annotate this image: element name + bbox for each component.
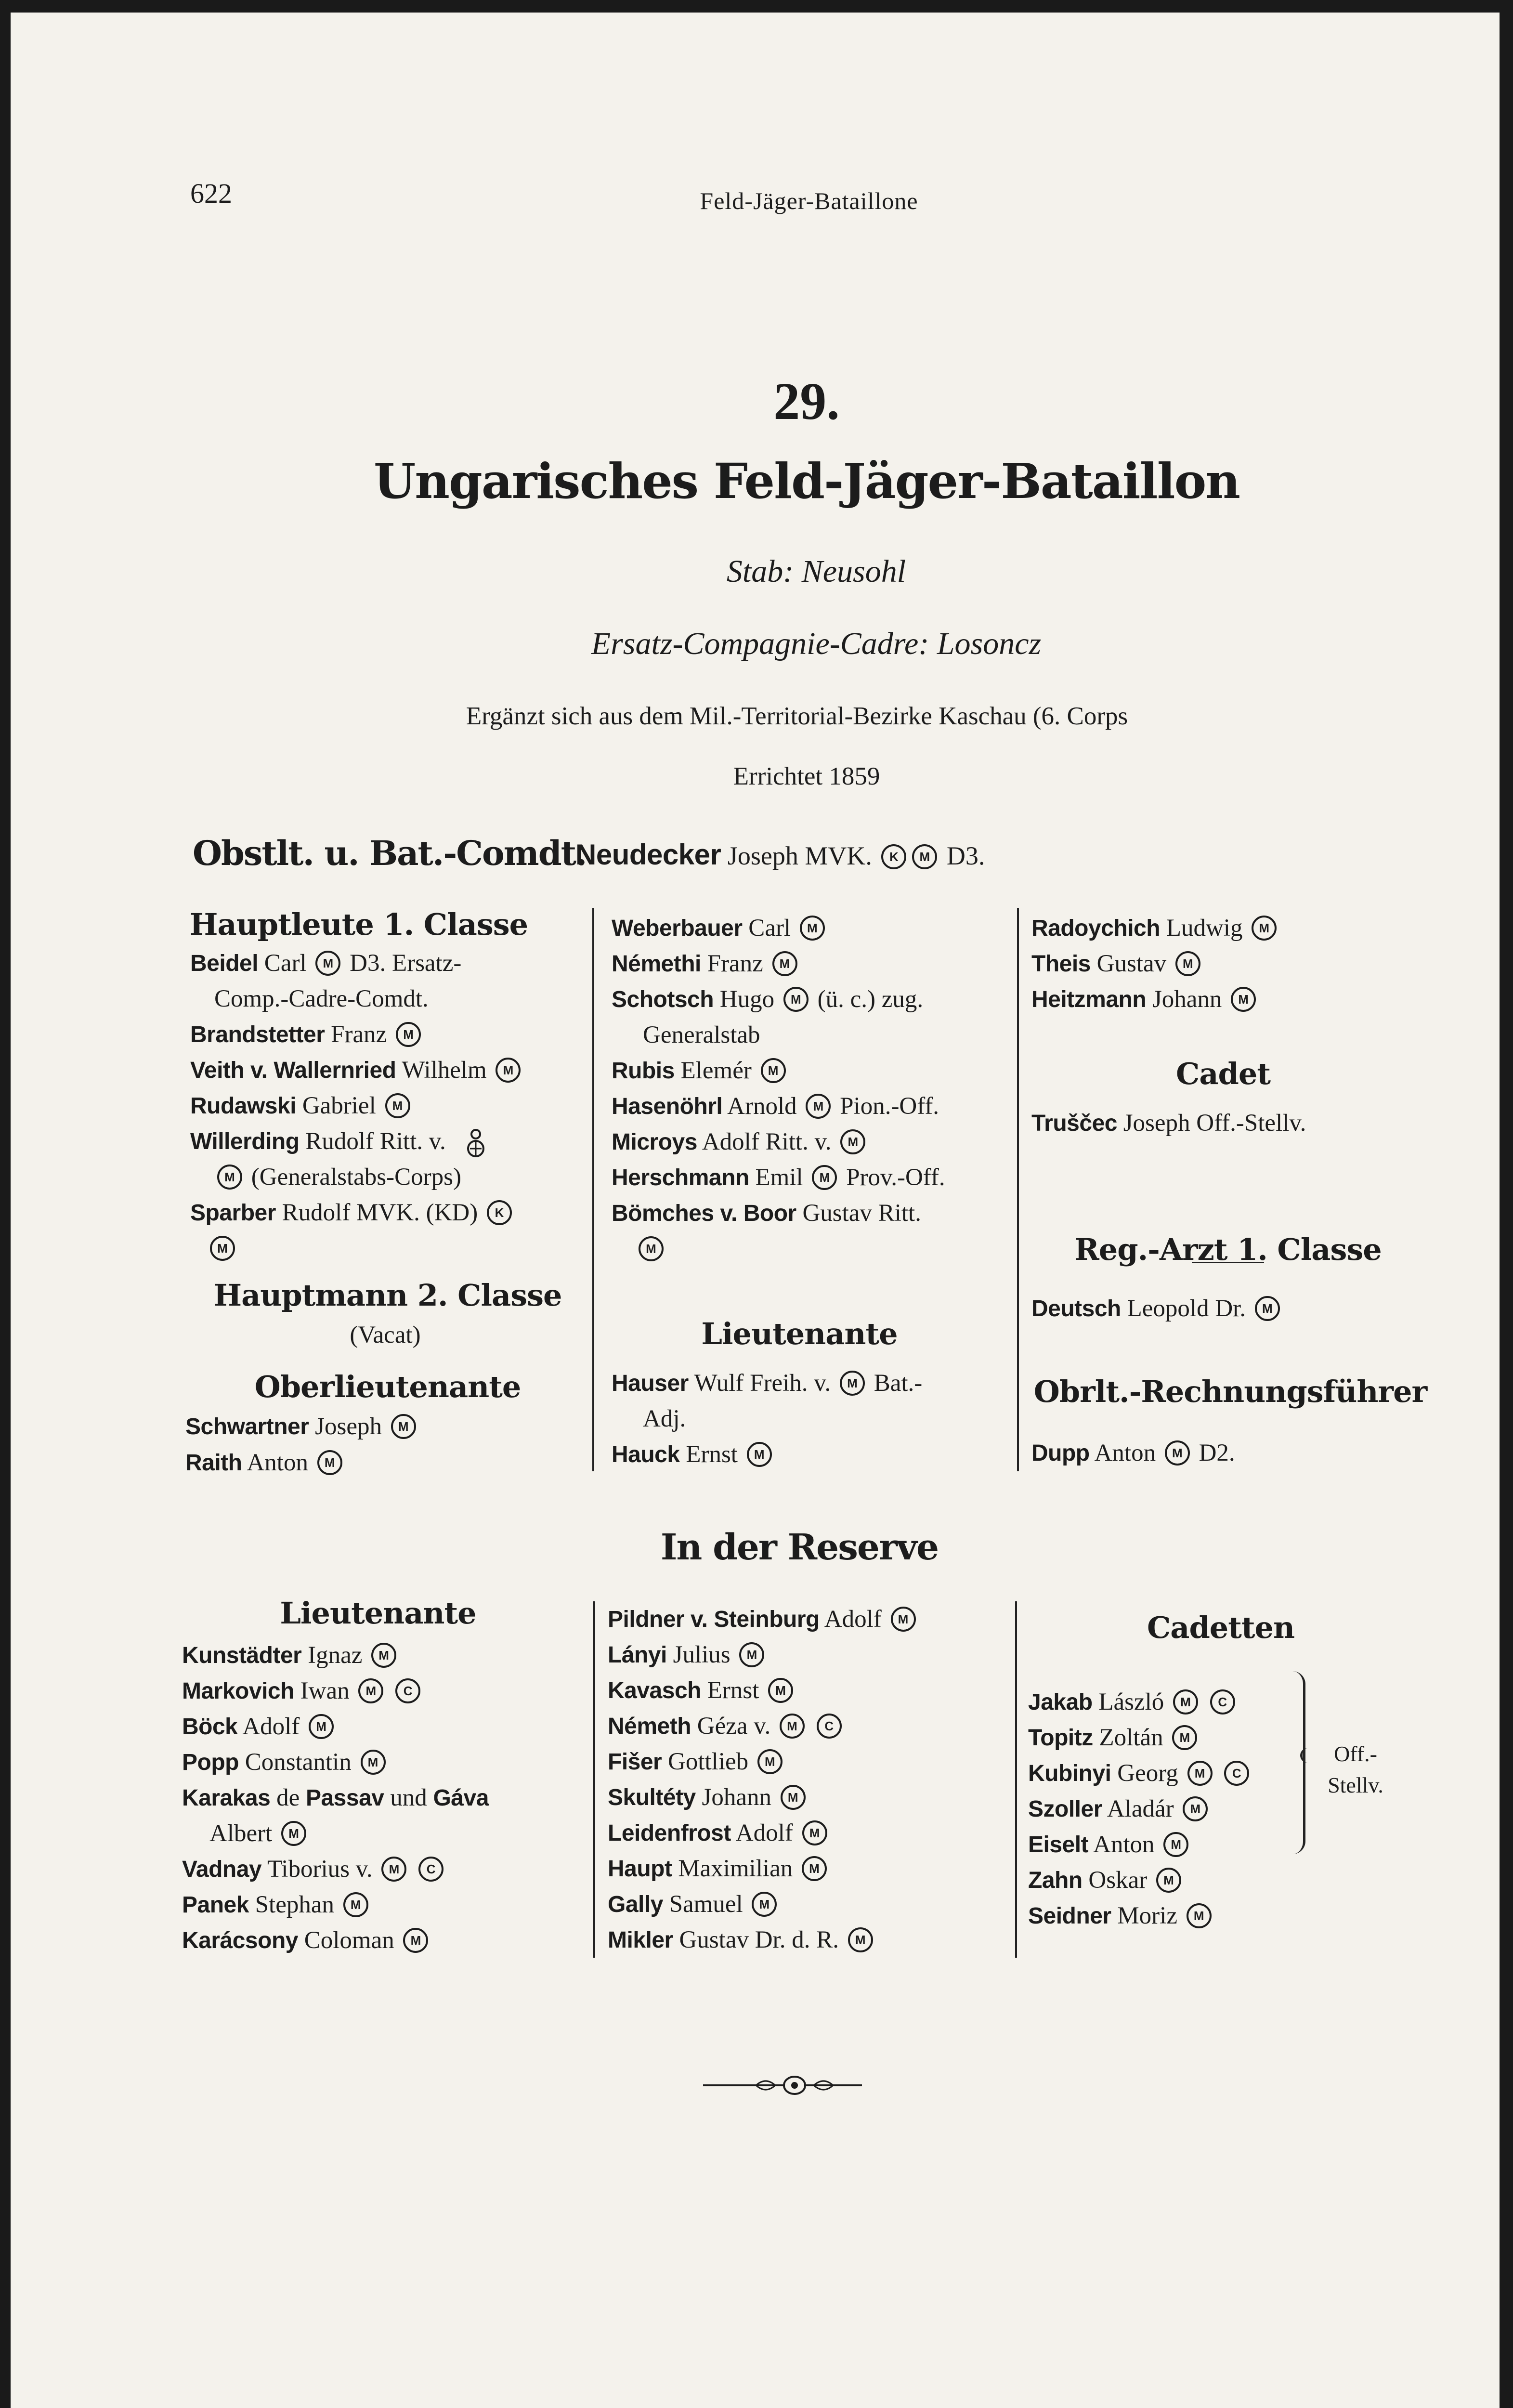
reserve-divider-left	[593, 1601, 595, 1958]
m-badge: M	[396, 1022, 421, 1047]
given-name: László	[1098, 1688, 1164, 1715]
m-badge: M	[802, 1856, 827, 1881]
m-badge: M	[780, 1714, 805, 1739]
surname: Zahn	[1028, 1868, 1083, 1893]
reserve-divider-right	[1015, 1601, 1017, 1958]
surname: Pildner v. Steinburg	[608, 1607, 820, 1632]
entry-hauser-cont: Adj.	[643, 1405, 686, 1432]
m-badge: M	[806, 1094, 831, 1119]
surname: Skultéty	[608, 1785, 696, 1810]
entry-dupp: Dupp Anton M D2.	[1031, 1440, 1235, 1466]
given-name: Adolf	[242, 1713, 300, 1740]
surname: Lányi	[608, 1642, 667, 1668]
given-name: Georg	[1117, 1760, 1178, 1787]
list-item	[1028, 1684, 1238, 1720]
heading-hauptleute-1: Hauptleute 1. Classe	[189, 907, 528, 942]
m-badge: M	[1183, 1796, 1208, 1821]
given-name: Ernst	[707, 1677, 759, 1704]
c-badge: C	[817, 1714, 842, 1739]
ersatz-line: Ersatz-Compagnie-Cadre: Losoncz	[591, 626, 1042, 661]
surname: Gally	[608, 1892, 663, 1917]
list-item	[182, 1709, 337, 1745]
heading-cadet: Cadet	[1176, 1056, 1270, 1091]
heading-reg-arzt: Reg.-Arzt 1. Classe	[1074, 1232, 1382, 1267]
m-badge: M	[343, 1892, 368, 1917]
entry-willerding-cont: M (Generalstabs-Corps)	[214, 1159, 461, 1195]
given-name: Gottlieb	[667, 1748, 749, 1775]
m-badge: M	[403, 1928, 428, 1953]
m-badge: M	[768, 1678, 793, 1703]
commander-rank: Obstlt. u. Bat.-Comdt.	[193, 833, 587, 873]
m-badge: M	[772, 951, 797, 976]
c-badge: C	[395, 1678, 420, 1703]
commander-line	[575, 837, 985, 874]
entry-truscec: Truščec Joseph Off.-Stellv.	[1031, 1110, 1306, 1137]
entry-herschmann: Herschmann Emil M Prov.-Off.	[612, 1164, 945, 1191]
m-badge: M	[1172, 1725, 1197, 1750]
entry-hasenoehrl: Hasenöhrl Arnold M Pion.-Off.	[612, 1093, 939, 1120]
m-badge: M	[639, 1236, 664, 1261]
entry-beidel: Beidel Carl M D3. Ersatz-	[190, 950, 462, 977]
given-name: Gustav Dr. d. R.	[679, 1926, 839, 1953]
heading-lieutenante: Lieutenante	[701, 1316, 898, 1351]
c-badge: C	[1210, 1689, 1235, 1714]
given-name: Tiborius v.	[267, 1856, 373, 1883]
given-name: Coloman	[304, 1927, 394, 1954]
surname: Panek	[182, 1892, 249, 1918]
m-badge: M	[812, 1165, 837, 1190]
column-divider-right	[1017, 908, 1019, 1471]
m-badge: M	[1165, 1440, 1190, 1466]
given-name: Julius	[673, 1641, 730, 1668]
entry-veith: Veith v. Wallernried Wilhelm M	[190, 1052, 523, 1088]
page-number: 622	[190, 178, 232, 209]
entry-hauck: Hauck Ernst M	[612, 1437, 775, 1473]
list-item	[182, 1923, 431, 1959]
surname: Kubinyi	[1028, 1761, 1111, 1786]
entry-deutsch: Deutsch Leopold Dr. M	[1031, 1291, 1283, 1327]
entry-willerding: Willerding Rudolf Ritt. v.	[190, 1124, 485, 1160]
m-badge: M	[761, 1058, 786, 1083]
unit-number: 29.	[773, 372, 840, 431]
m-badge: M	[1231, 987, 1256, 1012]
list-item	[182, 1744, 389, 1780]
given-name: Ignaz	[308, 1642, 363, 1669]
given-name: Constantin	[245, 1749, 352, 1776]
list-item	[608, 1815, 830, 1851]
m-badge: M	[848, 1927, 873, 1952]
off-stellv-label-1: Off.-	[1334, 1741, 1377, 1766]
list-item	[182, 1887, 371, 1923]
given-name: Aladár	[1107, 1795, 1174, 1822]
commander-rest: Joseph MVK.	[727, 841, 872, 870]
entry-karakas: Karakas de Passav und Gáva	[182, 1784, 489, 1811]
given-name: Anton	[1093, 1831, 1155, 1858]
commander-tail: D3.	[946, 841, 985, 870]
list-item	[608, 1780, 809, 1816]
list-item	[608, 1922, 876, 1958]
list-item	[1028, 1720, 1200, 1756]
entry-hauser: Hauser Wulf Freih. v. M Bat.-	[612, 1370, 923, 1397]
given-name: Zoltán	[1099, 1724, 1163, 1751]
surname: Popp	[182, 1750, 239, 1775]
surname: Kunstädter	[182, 1643, 302, 1668]
m-badge: M	[358, 1678, 383, 1703]
m-badge: M	[1252, 916, 1277, 941]
entry-boemches: Bömches v. Boor Gustav Ritt.	[612, 1200, 921, 1227]
given-name: Oskar	[1088, 1867, 1148, 1894]
entry-karakas-cont: Albert M	[209, 1816, 309, 1851]
ornament-divider-icon	[703, 2071, 862, 2100]
heading-oberlieutenante: Oberlieutenante	[254, 1369, 521, 1404]
entry-brandstetter: Brandstetter Franz M	[190, 1017, 424, 1053]
given-name: Iwan	[300, 1677, 350, 1704]
m-badge: M	[840, 1129, 865, 1154]
surname: Topitz	[1028, 1725, 1093, 1751]
surname: Fišer	[608, 1749, 662, 1775]
heading-cadetten: Cadetten	[1147, 1610, 1295, 1645]
surname: Markovich	[182, 1678, 294, 1704]
surname: Szoller	[1028, 1796, 1102, 1822]
surname: Németh	[608, 1714, 691, 1739]
heading-reserve-lieutenante: Lieutenante	[280, 1596, 476, 1631]
m-badge: M	[309, 1714, 334, 1739]
column-divider-left	[592, 908, 594, 1471]
m-badge: M	[381, 1857, 406, 1882]
m-badge: M	[757, 1749, 783, 1774]
list-item	[608, 1637, 767, 1673]
m-badge: M	[891, 1607, 916, 1632]
entry-heitzmann: Heitzmann Johann M	[1031, 982, 1259, 1018]
commander-surname: Neudecker	[575, 838, 721, 871]
surname: Mikler	[608, 1927, 673, 1953]
brace-point	[1300, 1748, 1314, 1763]
list-item	[1028, 1862, 1184, 1898]
m-badge: M	[912, 844, 937, 869]
given-name: Samuel	[669, 1891, 743, 1918]
m-badge: M	[783, 987, 809, 1012]
errichtet-line: Errichtet 1859	[733, 762, 880, 790]
entry-schwartner: Schwartner Joseph M	[185, 1409, 419, 1445]
m-badge: M	[1187, 1761, 1213, 1786]
heading-hauptmann-2: Hauptmann 2. Classe	[213, 1278, 562, 1313]
m-badge: M	[781, 1785, 806, 1810]
given-name: Moriz	[1117, 1902, 1177, 1929]
m-badge: M	[1163, 1832, 1188, 1857]
surname: Leidenfrost	[608, 1820, 731, 1846]
list-item	[182, 1637, 399, 1674]
m-badge: M	[1156, 1868, 1181, 1893]
entry-raith: Raith Anton M	[185, 1445, 345, 1481]
entry-theis: Theis Gustav M	[1031, 946, 1203, 982]
k-badge: K	[487, 1200, 512, 1225]
given-name: Stephan	[255, 1891, 334, 1918]
list-item	[608, 1744, 785, 1780]
entry-microys: Microys Adolf Ritt. v. M	[612, 1124, 868, 1160]
surname: Seidner	[1028, 1903, 1111, 1929]
stab-line: Stab: Neusohl	[726, 554, 906, 589]
m-badge: M	[800, 916, 825, 941]
given-name: Adolf	[824, 1606, 882, 1633]
entry-rudawski: Rudawski Gabriel M	[190, 1088, 413, 1124]
m-badge: M	[385, 1093, 410, 1118]
surname: Jakab	[1028, 1689, 1093, 1715]
given-name: Géza v.	[697, 1713, 771, 1740]
list-item	[1028, 1898, 1214, 1934]
m-badge: M	[371, 1643, 396, 1668]
m-badge: M	[747, 1442, 772, 1467]
entry-beidel-cont: Comp.-Cadre-Comdt.	[214, 985, 429, 1012]
m-badge: M	[739, 1642, 764, 1667]
m-badge: M	[391, 1414, 416, 1439]
entry-weberbauer: Weberbauer Carl M	[612, 910, 828, 946]
decoration-cross-icon	[466, 1126, 485, 1160]
list-item	[608, 1708, 845, 1744]
list-item	[182, 1851, 446, 1887]
c-badge: C	[1224, 1761, 1249, 1786]
m-badge: M	[1187, 1903, 1212, 1928]
m-badge: M	[496, 1058, 521, 1083]
c-badge: C	[418, 1857, 443, 1882]
m-badge: M	[1173, 1689, 1198, 1714]
entry-sparber-cont	[207, 1230, 238, 1266]
list-item	[1028, 1827, 1191, 1863]
surname: Vadnay	[182, 1857, 262, 1882]
off-stellv-label-2: Stellv.	[1328, 1773, 1383, 1797]
m-badge: M	[1175, 951, 1200, 976]
surname: Karácsony	[182, 1928, 298, 1953]
entry-schotsch-cont: Generalstab	[643, 1021, 760, 1048]
m-badge: M	[217, 1165, 242, 1190]
given-name: Maximilian	[678, 1855, 793, 1882]
running-title: Feld-Jäger-Bataillone	[700, 187, 918, 214]
m-badge: M	[210, 1236, 235, 1261]
surname: Haupt	[608, 1856, 672, 1882]
vacat-text: (Vacat)	[350, 1322, 421, 1348]
m-badge: M	[361, 1750, 386, 1775]
given-name: Adolf	[735, 1819, 793, 1846]
list-item	[608, 1886, 780, 1923]
m-badge: M	[281, 1821, 306, 1846]
k-badge: K	[881, 844, 906, 869]
m-badge: M	[1255, 1296, 1280, 1321]
entry-nemethi: Némethi Franz M	[612, 946, 800, 982]
ergaenzt-line: Ergänzt sich aus dem Mil.-Territorial-Bezirke Kaschau (6. Corps	[466, 702, 1128, 730]
unit-name: Ungarisches Feld-Jäger-Bataillon	[373, 453, 1240, 510]
list-item	[608, 1601, 919, 1637]
entry-radoychich: Radoychich Ludwig M	[1031, 910, 1279, 946]
list-item	[608, 1673, 796, 1709]
heading-rechnungsfuehrer: Obrlt.-Rechnungsführer	[1033, 1374, 1427, 1409]
given-name: Johann	[702, 1784, 771, 1811]
entry-schotsch: Schotsch Hugo M (ü. c.) zug.	[612, 986, 924, 1013]
surname: Eiselt	[1028, 1832, 1089, 1858]
m-badge: M	[802, 1820, 827, 1845]
list-item	[608, 1851, 830, 1887]
brace	[1292, 1671, 1305, 1854]
list-item	[1028, 1791, 1211, 1827]
reserve-title: In der Reserve	[660, 1527, 939, 1568]
m-badge: M	[752, 1892, 777, 1917]
surname: Böck	[182, 1714, 238, 1740]
entry-rubis: Rubis Elemér M	[612, 1053, 789, 1089]
m-badge: M	[315, 951, 340, 976]
m-badge: M	[317, 1450, 342, 1475]
entry-boemches-cont	[636, 1231, 666, 1267]
list-item	[1028, 1755, 1252, 1792]
surname: Kavasch	[608, 1678, 701, 1703]
list-item	[182, 1673, 423, 1709]
entry-sparber: Sparber Rudolf MVK. (KD) K	[190, 1195, 515, 1231]
m-badge: M	[840, 1371, 865, 1396]
